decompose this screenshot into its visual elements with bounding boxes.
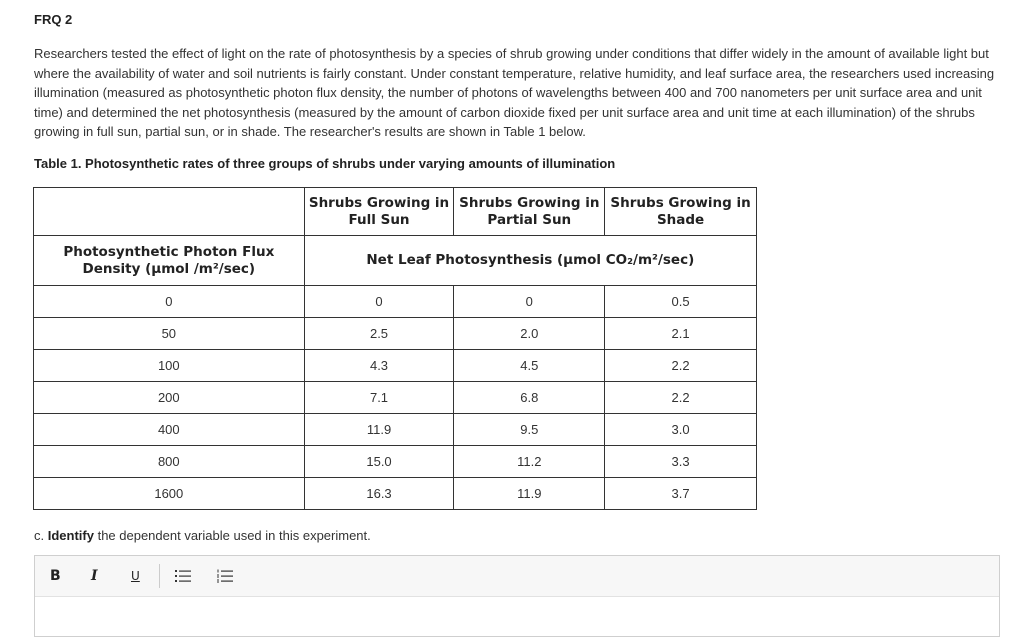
toolbar-divider: [159, 564, 160, 588]
data-table: [33, 187, 757, 510]
empty-header-cell: [34, 188, 305, 236]
question-verb: Identify: [47, 528, 94, 543]
photosynthesis-cell: 0.5: [605, 286, 757, 318]
photosynthesis-cell: 11.9: [454, 478, 605, 510]
flux-density-cell: 400: [34, 414, 305, 446]
photosynthesis-cell: 6.8: [454, 382, 605, 414]
flux-density-cell: 1600: [34, 478, 305, 510]
photosynthesis-cell: 15.0: [304, 446, 454, 478]
numbered-list-icon[interactable]: [217, 569, 233, 588]
table-row: [34, 414, 757, 446]
photosynthesis-cell: 2.5: [304, 318, 454, 350]
bold-button[interactable]: B: [50, 568, 61, 584]
table-caption: Table 1. Photosynthetic rates of three groups of shrubs under varying amounts of illumination: [34, 156, 616, 171]
photosynthesis-cell: 16.3: [304, 478, 454, 510]
flux-density-cell: 50: [34, 318, 305, 350]
table-row: [34, 478, 757, 510]
frq-title: FRQ 2: [34, 12, 73, 27]
photosynthesis-cell: 11.9: [304, 414, 454, 446]
flux-density-cell: 100: [34, 350, 305, 382]
table-row: [34, 286, 757, 318]
table-row: [34, 382, 757, 414]
flux-density-cell: 200: [34, 382, 305, 414]
table-header-row: [34, 188, 757, 236]
editor-toolbar: [35, 556, 999, 597]
photosynthesis-cell: 9.5: [454, 414, 605, 446]
table-row: [34, 446, 757, 478]
bulleted-list-icon[interactable]: [175, 569, 191, 588]
photosynthesis-cell: 3.7: [605, 478, 757, 510]
photosynthesis-cell: 2.0: [454, 318, 605, 350]
photosynthesis-cell: 4.3: [304, 350, 454, 382]
question-c: [34, 528, 371, 543]
underline-button[interactable]: U: [131, 569, 140, 583]
table-subheader-row: [34, 236, 757, 286]
photosynthesis-cell: 0: [454, 286, 605, 318]
col-header-shade: Shrubs Growing in Shade: [605, 188, 757, 236]
editor-text-area[interactable]: [35, 597, 999, 637]
photosynthesis-cell: 4.5: [454, 350, 605, 382]
flux-density-cell: 800: [34, 446, 305, 478]
question-prefix: c.: [34, 528, 48, 543]
italic-button[interactable]: I: [91, 568, 98, 584]
photosynthesis-cell: 7.1: [304, 382, 454, 414]
answer-editor[interactable]: [34, 555, 1000, 637]
question-text: the dependent variable used in this experiment.: [93, 528, 371, 543]
table-row: [34, 318, 757, 350]
table-row: [34, 350, 757, 382]
photosynthesis-cell: 2.1: [605, 318, 757, 350]
photosynthesis-cell: 0: [304, 286, 454, 318]
photosynthesis-cell: 2.2: [605, 382, 757, 414]
photosynthesis-cell: 11.2: [454, 446, 605, 478]
intro-paragraph: Researchers tested the effect of light on the rate of photosynthesis by a species of shrub growing under conditions that differ widely in the amount of available light but where the availability of water and soil nutrients is fairly constant. Under constant temperature, relative humidity, and leaf surface area, the researchers used increasing illumination (measured as photosynthetic photon flux density, the number of photons of wavelengths between 400 and 700 nanometers per unit surface area and unit time) and determined the net photosynthesis (measured by the amount of carbon dioxide fixed per unit surface area and unit time at each illumination) of the shrubs growing in full sun, partial sun, or in shade. The researcher's results are shown in Table 1 below.: [34, 46, 995, 139]
col-header-full-sun: Shrubs Growing in Full Sun: [304, 188, 454, 236]
flux-density-cell: 0: [34, 286, 305, 318]
row-header-label: Photosynthetic Photon Flux Density (µmol /m²/sec): [34, 236, 305, 286]
photosynthesis-cell: 3.3: [605, 446, 757, 478]
value-header: Net Leaf Photosynthesis (µmol CO₂/m²/sec): [304, 236, 756, 286]
photosynthesis-cell: 3.0: [605, 414, 757, 446]
photosynthesis-cell: 2.2: [605, 350, 757, 382]
col-header-partial-sun: Shrubs Growing in Partial Sun: [454, 188, 605, 236]
